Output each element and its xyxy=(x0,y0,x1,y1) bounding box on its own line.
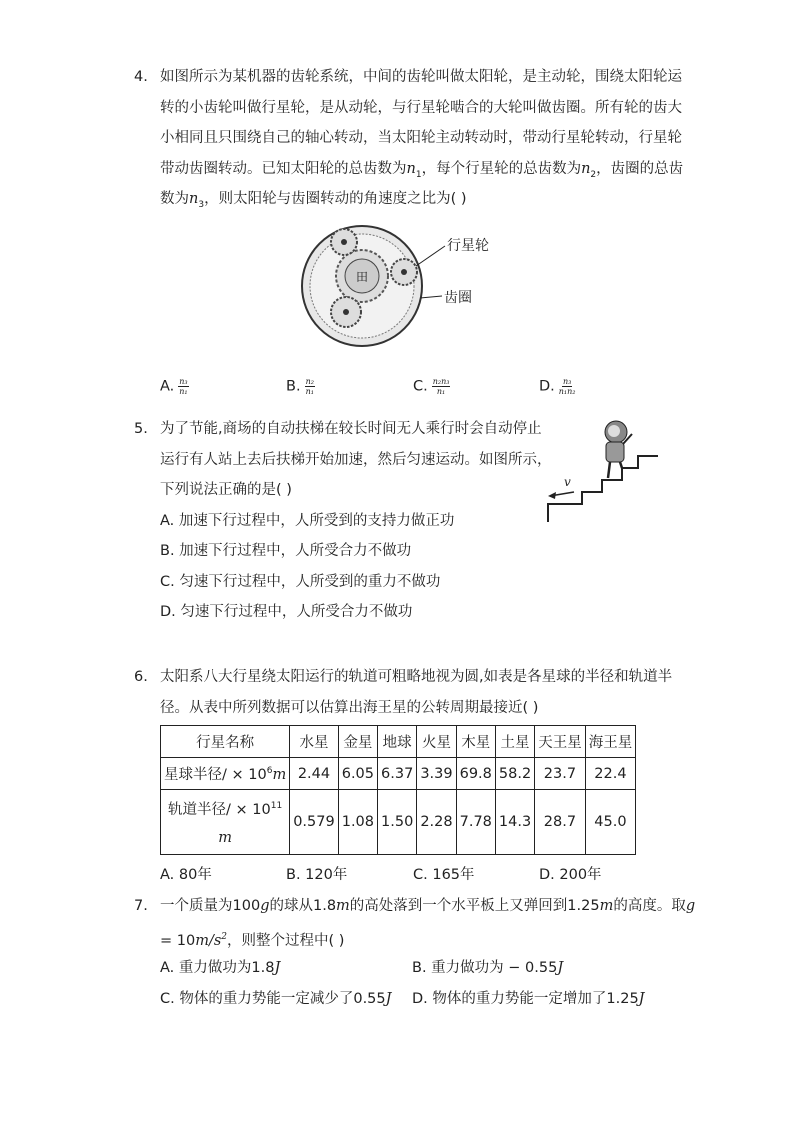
option-c[interactable]: C. 165年 xyxy=(413,867,475,883)
option-a[interactable]: A. $\frac{\text{n₃}}{\text{n₁}}$ xyxy=(160,377,188,396)
option-c[interactable]: C. $\frac{\text{n₂n₃}}{\text{n₁}}$ xyxy=(413,377,450,396)
question-stem: 如图所示为某机器的齿轮系统，中间的齿轮叫做太阳轮，是主动轮，围绕太阳轮运 转的小齿轮叫做行星轮，是从动轮，与行星轮啮合的大轮叫做齿圈。所有轮的齿大 小相同且只围绕自己的轴心转动，当太阳轮主动转动时，带动行星轮转动，行星轮 带动齿圈转动。已知太阳轮的总齿数为$n_1$，每个行星轮的总齿数为$n_2$，齿圈的总齿 数为$n_3$，则太阳轮与齿圈转动的角速度之比为( ) xyxy=(160,69,684,210)
option-a[interactable]: A. 重力做功为1.8J xyxy=(160,960,281,976)
question-stem: 一个质量为100g的球从1.8m的高处落到一个水平板上又弹回到1.25m的高度。取g = $10m/s^2$，则整个过程中( ) xyxy=(160,898,696,949)
question-number: 5. xyxy=(134,421,148,437)
option-a[interactable]: A. 80年 xyxy=(160,867,212,883)
option-d[interactable]: D. 匀速下行过程中，人所受合力不做功 xyxy=(160,604,413,620)
question-number: 4. xyxy=(134,69,148,85)
sun-gear-label: 田 xyxy=(355,270,369,284)
option-b[interactable]: B. 重力做功为 − 0.55J xyxy=(412,960,564,976)
option-a[interactable]: A. 加速下行过程中，人所受到的支持力做正功 xyxy=(160,512,455,529)
gear-system-figure xyxy=(300,222,510,354)
option-c[interactable]: C. 匀速下行过程中，人所受到的重力不做功 xyxy=(160,573,441,590)
option-d[interactable]: D. $\frac{\text{n₃}}{\text{n₁n₂}}$ xyxy=(539,377,576,396)
option-d[interactable]: D. 200年 xyxy=(539,867,602,883)
table-row: 行星名称 水星 金星 地球 火星 木星 土星 天王星 海王星 xyxy=(161,726,636,758)
question-number: 7. xyxy=(134,898,148,914)
option-c[interactable]: C. 物体的重力势能一定减少了0.55J xyxy=(160,991,392,1007)
question-stem: 为了节能,商场的自动扶梯在较长时间无人乘行时会自动停止 运行有人站上去后扶梯开始加速，然后匀速运动。如图所示， 下列说法正确的是( ) A. 加速下行过程中，人所受到的支持力做正功 B. 加速下行过程中，人所受合力不做功 C. 匀速下行过程中，人所受到的重力不做功 D. 匀速下行过程中，人所受合力不做功 xyxy=(160,414,664,628)
escalator-figure xyxy=(544,420,662,524)
table-row: 星球半径/ × $10^6m$ 2.44 6.05 6.37 3.39 69.8 58.2 23.7 22.4 xyxy=(161,758,636,790)
option-b[interactable]: B. 加速下行过程中，人所受合力不做功 xyxy=(160,543,412,559)
option-b[interactable]: B. 120年 xyxy=(286,867,348,883)
ring-gear-label: 齿圈 xyxy=(444,290,472,306)
planet-gear-label: 行星轮 xyxy=(447,238,489,254)
question-number: 6. xyxy=(134,669,148,685)
velocity-label: v xyxy=(564,475,571,489)
table-row: 轨道半径/ × $10^{11}$ m 0.579 1.08 1.50 2.28 7.78 14.3 28.7 45.0 xyxy=(161,790,636,855)
question-stem: 太阳系八大行星绕太阳运行的轨道可粗略地视为圆,如表是各星球的半径和轨道半 径。从表中所列数据可以估算出海王星的公转周期最接近( ) xyxy=(160,669,673,716)
option-d[interactable]: D. 物体的重力势能一定增加了1.25J xyxy=(412,991,645,1007)
option-b[interactable]: B. $\frac{\text{n₂}}{\text{n₁}}$ xyxy=(286,377,314,396)
